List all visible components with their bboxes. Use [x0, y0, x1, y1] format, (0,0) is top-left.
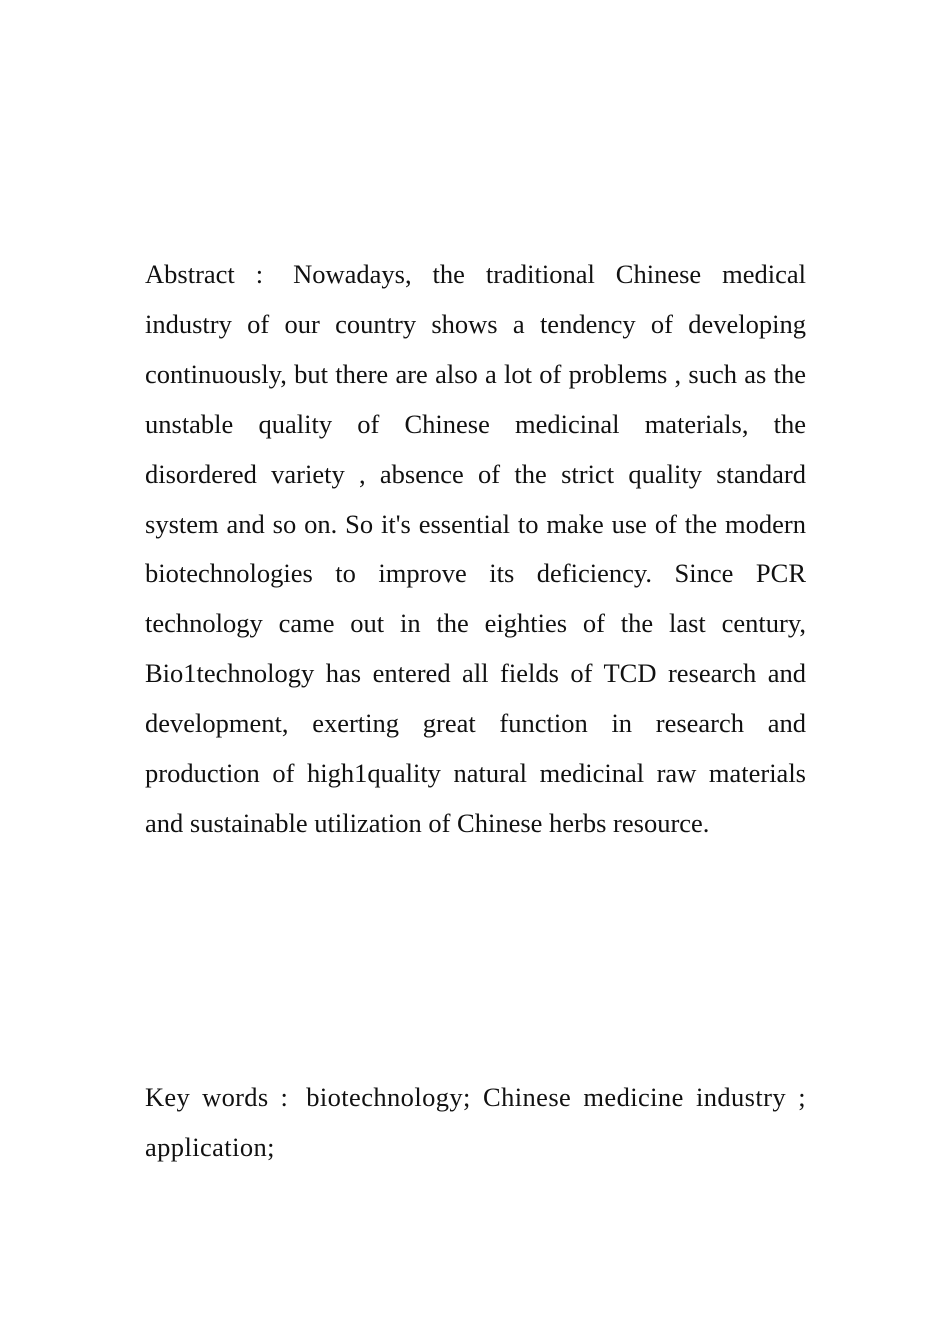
abstract-text: Nowadays, the traditional Chinese medical industry of our country shows a tendency of developing continuously, but there are also a lot of problems , such as the unstable quality of Chinese medicinal materials, the disordered variety , absence of the strict quality standard system and so on. So it's essential to make use of the modern biotechnologies to improve its deficiency. Since PCR technology came out in the eighties of the last century, Bio1technology has entered all fields of TCD research and development, exerting great function in research and production of high1quality natural medicinal raw materials and sustainable utilization of Chinese herbs resource.: [145, 259, 806, 838]
keywords-label: Key words :: [145, 1082, 289, 1112]
keywords-paragraph: [145, 1072, 806, 1172]
abstract-label: Abstract :: [145, 259, 264, 289]
keywords-terms: biotechnology; Chinese medicine industry ; application;: [145, 1082, 807, 1162]
abstract-paragraph: [145, 250, 806, 849]
